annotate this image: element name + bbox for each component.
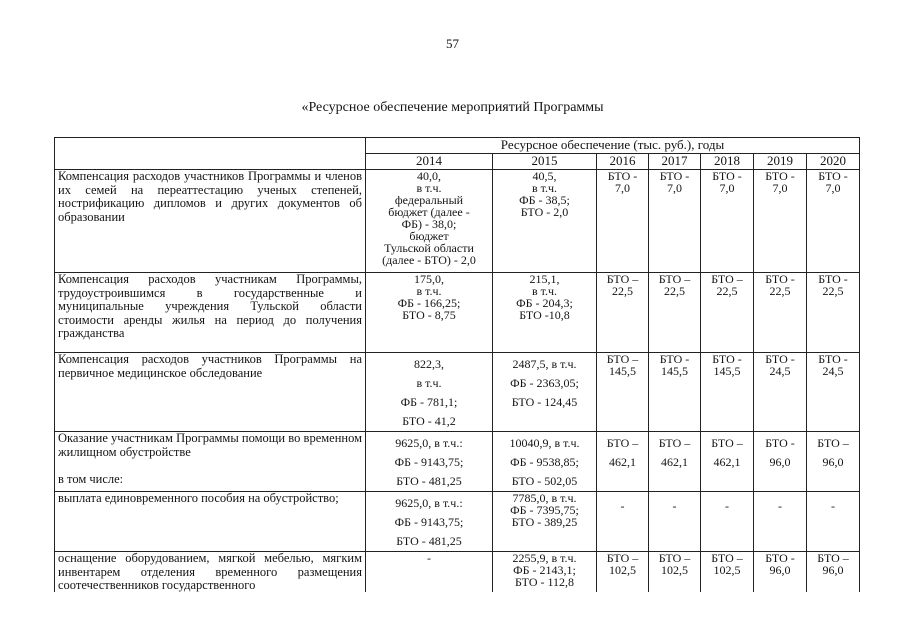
value-2015: 40,5, в т.ч. ФБ - 38,5; БТО - 2,0 bbox=[493, 170, 597, 273]
value-2014: 822,3, в т.ч. ФБ - 781,1; БТО - 41,2 bbox=[366, 353, 493, 432]
value-2015: 215,1, в т.ч. ФБ - 204,3; БТО -10,8 bbox=[493, 273, 597, 353]
value-2016: - bbox=[597, 492, 649, 552]
page-cut-edge bbox=[0, 592, 905, 640]
row-description-text: Оказание участникам Программы помощи во временном жилищном обустройстве bbox=[58, 431, 362, 459]
value-2016: БТО - 7,0 bbox=[597, 170, 649, 273]
year-2014: 2014 bbox=[366, 154, 493, 170]
value-2020: БТО - 24,5 bbox=[807, 353, 860, 432]
row-description: оснащение оборудованием, мягкой мебелью, мягким инвентарем отделения временного размещения соотечественников государственного bbox=[55, 552, 366, 600]
value-2020: БТО - 22,5 bbox=[807, 273, 860, 353]
row-description: Компенсация расходов участников Программы на первичное медицинское обследование bbox=[55, 353, 366, 432]
row-description: выплата единовременного пособия на обустройство; bbox=[55, 492, 366, 552]
value-2014: 40,0, в т.ч. федеральный бюджет (далее - ФБ) - 38,0; бюджет Тульской области (далее - БТО) - 2,0 bbox=[366, 170, 493, 273]
value-2017: - bbox=[649, 492, 701, 552]
value-2014: 9625,0, в т.ч.: ФБ - 9143,75; БТО - 481,25 bbox=[366, 492, 493, 552]
value-2019: - bbox=[754, 492, 807, 552]
row-description: Компенсация расходов участникам Программы, трудоустроившимся в государственные и муниципальные учреждения Тульской области стоимости аренды жилья на период до получения гражданства bbox=[55, 273, 366, 353]
year-2015: 2015 bbox=[493, 154, 597, 170]
value-2017: БТО – 462,1 bbox=[649, 432, 701, 492]
header-empty-cell bbox=[55, 138, 366, 170]
value-2016: БТО – 462,1 bbox=[597, 432, 649, 492]
value-2015: 7785,0, в т.ч. ФБ - 7395,75; БТО - 389,25 bbox=[493, 492, 597, 552]
value-2014: 175,0, в т.ч. ФБ - 166,25; БТО - 8,75 bbox=[366, 273, 493, 353]
value-2019: БТО - 96,0 bbox=[754, 552, 807, 600]
value-2019: БТО - 96,0 bbox=[754, 432, 807, 492]
value-2017: БТО – 22,5 bbox=[649, 273, 701, 353]
value-2019: БТО - 7,0 bbox=[754, 170, 807, 273]
value-2020: БТО – 96,0 bbox=[807, 432, 860, 492]
value-2015: 2487,5, в т.ч. ФБ - 2363,05; БТО - 124,45 bbox=[493, 353, 597, 432]
value-2015: 10040,9, в т.ч. ФБ - 9538,85; БТО - 502,05 bbox=[493, 432, 597, 492]
value-2016: БТО – 145,5 bbox=[597, 353, 649, 432]
row-subnote: в том числе: bbox=[58, 472, 124, 486]
value-2018: БТО - 145,5 bbox=[701, 353, 754, 432]
value-2015: 2255,9, в т.ч. ФБ - 2143,1; БТО - 112,8 bbox=[493, 552, 597, 600]
year-2019: 2019 bbox=[754, 154, 807, 170]
value-2020: - bbox=[807, 492, 860, 552]
value-2014: - bbox=[366, 552, 493, 600]
value-2017: БТО - 145,5 bbox=[649, 353, 701, 432]
resource-table bbox=[54, 137, 860, 600]
value-2018: БТО – 462,1 bbox=[701, 432, 754, 492]
year-2017: 2017 bbox=[649, 154, 701, 170]
value-2017: БТО - 7,0 bbox=[649, 170, 701, 273]
document-title: «Ресурсное обеспечение мероприятий Программы bbox=[301, 100, 604, 115]
value-2016: БТО – 102,5 bbox=[597, 552, 649, 600]
value-2020: БТО - 7,0 bbox=[807, 170, 860, 273]
table-row bbox=[55, 353, 860, 432]
value-2014: 9625,0, в т.ч.: ФБ - 9143,75; БТО - 481,25 bbox=[366, 432, 493, 492]
value-2020: БТО – 96,0 bbox=[807, 552, 860, 600]
header-row bbox=[55, 138, 860, 154]
table-row bbox=[55, 492, 860, 552]
table-row bbox=[55, 432, 860, 492]
resource-header: Ресурсное обеспечение (тыс. руб.), годы bbox=[366, 138, 860, 154]
year-2018: 2018 bbox=[701, 154, 754, 170]
value-2018: БТО – 102,5 bbox=[701, 552, 754, 600]
value-2019: БТО - 22,5 bbox=[754, 273, 807, 353]
page-number: 57 bbox=[446, 36, 459, 51]
value-2018: - bbox=[701, 492, 754, 552]
value-2019: БТО - 24,5 bbox=[754, 353, 807, 432]
value-2016: БТО – 22,5 bbox=[597, 273, 649, 353]
value-2017: БТО – 102,5 bbox=[649, 552, 701, 600]
row-description bbox=[55, 432, 366, 492]
table-row bbox=[55, 170, 860, 273]
year-2020: 2020 bbox=[807, 154, 860, 170]
value-2018: БТО – 22,5 bbox=[701, 273, 754, 353]
value-2018: БТО - 7,0 bbox=[701, 170, 754, 273]
table-row bbox=[55, 273, 860, 353]
row-description: Компенсация расходов участников Программы и членов их семей на переаттестацию ученых степеней, нострификацию дипломов и других документов об образовании bbox=[55, 170, 366, 273]
year-2016: 2016 bbox=[597, 154, 649, 170]
